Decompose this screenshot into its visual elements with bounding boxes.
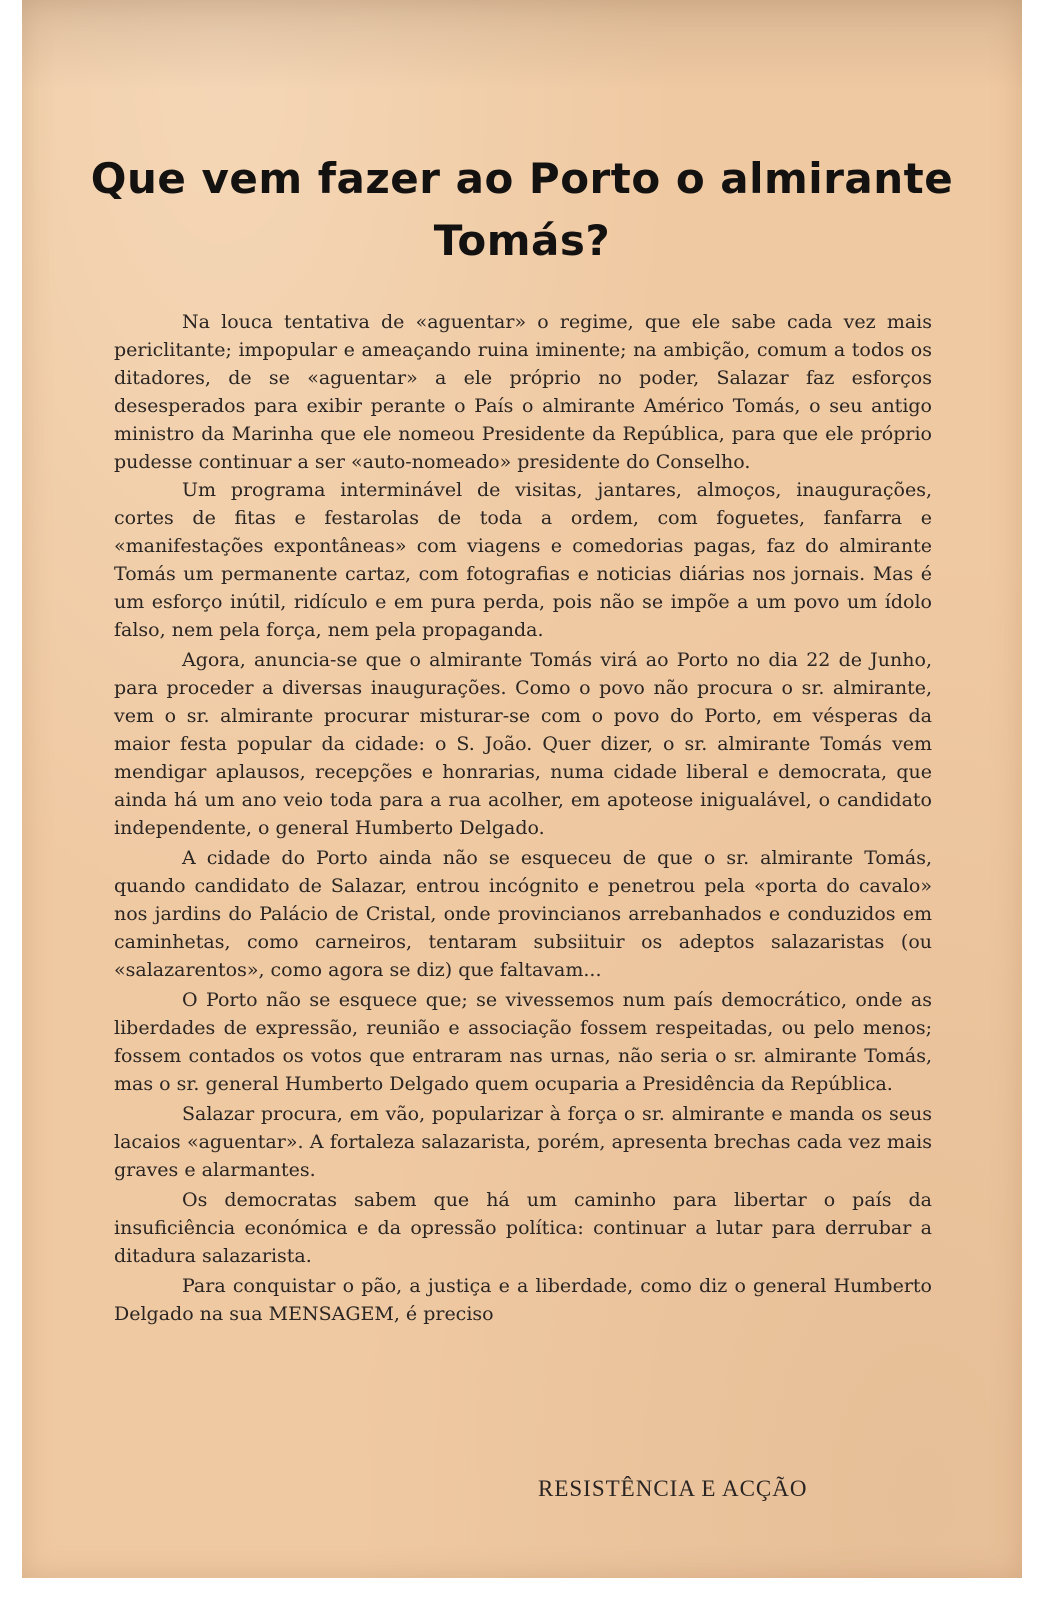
paragraph-6: Salazar procura, em vão, popularizar à força o sr. almirante e manda os seus lacaios «aguentar». A fortaleza salazarista, porém, apresenta brechas cada vez mais graves e alarmantes.: [114, 1103, 932, 1181]
paragraph-8: Para conquistar o pão, a justiça e a liberdade, como diz o general Humberto Delgado na sua MENSAGEM, é preciso: [114, 1275, 932, 1325]
leaflet-sheet: [22, 0, 1022, 1578]
leaflet-body: [114, 308, 932, 1328]
paragraph-7: Os democratas sabem que há um caminho para libertar o país da insuficiência económica e da opressão política: continuar a lutar para derrubar a ditadura salazarista.: [114, 1189, 932, 1267]
paragraph-5: O Porto não se esquece que; se vivessemos num país democrático, onde as liberdades de expressão, reunião e associação fossem respeitadas, ou pelo menos; fossem contados os votos que entraram nas urnas, não seria o sr. almirante Tomás, mas o sr. general Humberto Delgado quem ocuparia a Presidência da República.: [114, 989, 932, 1095]
paper-top-shadow: [22, 0, 1022, 90]
title-line-2: Tomás?: [433, 216, 611, 265]
leaflet-title: [22, 148, 1022, 272]
title-line-1: Que vem fazer ao Porto o almirante: [90, 154, 954, 203]
signature: RESISTÊNCIA E ACÇÃO: [538, 1476, 808, 1501]
paragraph-2: Um programa interminável de visitas, jantares, almoços, inaugurações, cortes de fitas e festarolas de toda a ordem, com foguetes, fanfarra e «manifestações expontâneas» com viagens e comedorias pagas, faz do almirante Tomás um permanente cartaz, com fotografias e noticias diárias nos jornais. Mas é um esforço inútil, ridículo e em pura perda, pois não se impõe a um povo um ídolo falso, nem pela força, nem pela propaganda.: [114, 479, 932, 641]
paragraph-1: Na louca tentativa de «aguentar» o regime, que ele sabe cada vez mais periclitante; impopular e ameaçando ruina iminente; na ambição, comum a todos os ditadores, de se «aguentar» a ele próprio no poder, Salazar faz esforços desesperados para exibir perante o País o almirante Américo Tomás, o seu antigo ministro da Marinha que ele nomeou Presidente da República, para que ele próprio pudesse continuar a ser «auto-nomeado» presidente do Conselho.: [114, 311, 932, 473]
paragraph-3: Agora, anuncia-se que o almirante Tomás virá ao Porto no dia 22 de Junho, para proceder a diversas inaugurações. Como o povo não procura o sr. almirante, vem o sr. almirante procurar misturar-se com o povo do Porto, em vésperas da maior festa popular da cidade: o S. João. Quer dizer, o sr. almirante Tomás vem mendigar aplausos, recepções e honrarias, numa cidade liberal e democrata, que ainda há um ano veio toda para a rua acolher, em apoteose inigualável, o candidato independente, o general Humberto Delgado.: [114, 649, 932, 839]
paragraph-4: A cidade do Porto ainda não se esqueceu de que o sr. almirante Tomás, quando candidato de Salazar, entrou incógnito e penetrou pela «porta do cavalo» nos jardins do Palácio de Cristal, onde provincianos arrebanhados e conduzidos em caminhetas, como carneiros, tentaram subsiituir os adeptos salazaristas (ou «salazarentos», como agora se diz) que faltavam...: [114, 847, 932, 981]
